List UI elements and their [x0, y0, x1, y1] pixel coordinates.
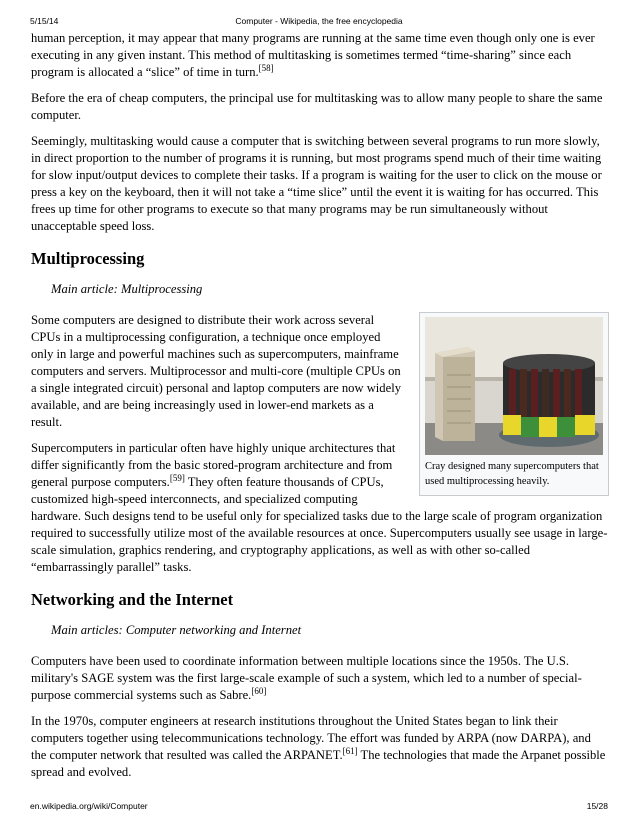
article-body: [31, 30, 609, 790]
page-title: Computer - Wikipedia, the free encyclopedia: [235, 16, 403, 26]
page-url: en.wikipedia.org/wiki/Computer: [30, 801, 148, 811]
section-heading-networking: Networking and the Internet: [31, 590, 234, 609]
print-date: 5/15/14: [30, 16, 59, 26]
hatnote[interactable]: Main article: Multiprocessing: [51, 282, 203, 296]
paragraph-text: The technologies that made the Arpanet possible spread and evolved.: [31, 748, 606, 779]
hatnote[interactable]: Main articles: Computer networking and Internet: [51, 623, 302, 637]
paragraph-text: Computers have been used to coordinate information between multiple locations since the 1950s. The U.S. military's SAGE system was the first large-scale example of such a system, which led to a number of special-purpose commercial systems such as Sabre.: [31, 654, 582, 702]
page-number: 15/28: [586, 801, 608, 811]
paragraph-text: In the 1970s, computer engineers at research institutions throughout the United States began to link their computers together using telecommunications technology. The effort was funded by ARPA (now DARPA), and the computer network that resulted was called the ARPANET.: [31, 714, 591, 762]
paragraph-text: They often feature thousands of CPUs, customized high-speed interconnects, and specialized computing hardware. Such designs tend to be useful only for specialized tasks due to the large scale of program organization required to successfully utilize most of the available resources at once. Supercomputers usually see usage in large-scale simulation, graphics rendering, and cryptography applications, as well as with other so-called “embarrassingly parallel” tasks.: [31, 475, 608, 574]
paragraph: [31, 713, 609, 781]
paragraph: Before the era of cheap computers, the principal use for multitasking was to allow many people to share the same computer.: [31, 91, 603, 122]
citation-link[interactable]: [59]: [169, 473, 185, 483]
cray-supercomputer-image[interactable]: [425, 317, 603, 455]
paragraph-text: Supercomputers in particular often have highly unique architectures that differ significantly from the basic stored-program architecture and from general purpose computers.: [31, 441, 396, 489]
paragraph: [31, 653, 609, 704]
paragraph: [31, 30, 609, 81]
figure-cray: [419, 312, 609, 496]
citation-link[interactable]: [58]: [258, 63, 274, 73]
citation-link[interactable]: [60]: [251, 686, 267, 696]
figure-caption: Cray designed many supercomputers that used multiprocessing heavily.: [425, 461, 599, 487]
section-heading-multiprocessing: Multiprocessing: [31, 249, 145, 268]
paragraph: Seemingly, multitasking would cause a computer that is switching between several programs to run more slowly, in direct proportion to the number of programs it is running, but most programs spend much of their time waiting for slow input/output devices to complete their tasks. If a program is waiting for the user to click on the mouse or press a key on the keyboard, then it will not take a “time slice” until the event it is waiting for has occurred. This frees up time for other programs to execute so that many programs may be run simultaneously without unacceptable speed loss.: [31, 134, 602, 233]
citation-link[interactable]: [61]: [342, 746, 358, 756]
paragraph-text: human perception, it may appear that many programs are running at the same time even though only one is ever executing in any given instant. This method of multitasking is sometimes termed “time-sharing” since each program is allocated a “slice” of time in turn.: [31, 31, 595, 79]
paragraph: Some computers are designed to distribute their work across several CPUs in a multiprocessing configuration, a technique once employed only in large and powerful machines such as supercomputers, mainframe computers and servers. Multiprocessor and multi-core (multiple CPUs on a single integrated circuit) personal and laptop computers are now widely available, and are being increasingly used in lower-end markets as a result.: [31, 313, 401, 429]
page-header: [30, 16, 608, 28]
page-footer: [30, 801, 608, 813]
